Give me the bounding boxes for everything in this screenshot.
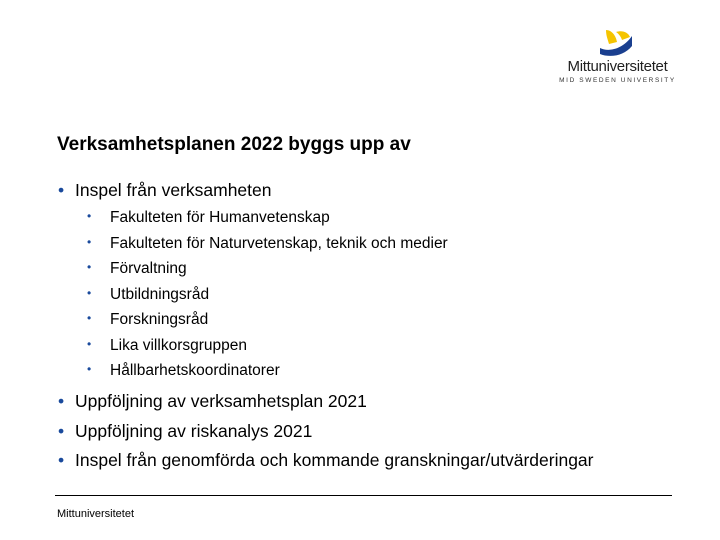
sub-list-item (87, 260, 187, 278)
bullet-icon: • (87, 235, 92, 249)
slide-title: Verksamhetsplanen 2022 byggs upp av (57, 134, 411, 155)
bullet-icon: • (87, 362, 92, 376)
sub-list-item-text: Fakulteten för Humanvetenskap (110, 209, 330, 226)
bullet-icon: • (87, 337, 92, 351)
university-logo (550, 28, 685, 90)
bullet-icon: • (58, 421, 65, 441)
bullet-icon: • (58, 180, 65, 200)
sub-list-item (87, 209, 330, 227)
logo-subtitle: MID SWEDEN UNIVERSITY (559, 77, 676, 84)
sub-list-item (87, 235, 448, 253)
list-item-text: Inspel från genomförda och kommande granskningar/utvärderingar (75, 450, 594, 470)
sub-list-item-text: Hållbarhetskoordinatorer (110, 362, 280, 379)
sub-list-item (87, 362, 280, 380)
logo-name: Mittuniversitetet (567, 58, 668, 75)
sub-list-item-text: Fakulteten för Naturvetenskap, teknik och medier (110, 235, 448, 252)
bullet-icon: • (87, 311, 92, 325)
list-item (58, 450, 594, 471)
bullet-icon: • (87, 209, 92, 223)
sub-list-item (87, 286, 209, 304)
list-item (58, 421, 312, 442)
sub-list-item-text: Förvaltning (110, 260, 187, 277)
footer-divider (55, 495, 672, 496)
footer-text: Mittuniversitetet (57, 508, 135, 520)
sub-list-item (87, 311, 208, 329)
bullet-icon: • (87, 260, 92, 274)
logo-mark-icon (598, 28, 634, 58)
sub-list-item (87, 337, 247, 355)
list-item (58, 391, 367, 412)
sub-list-item-text: Forskningsråd (110, 311, 209, 328)
bullet-icon: • (58, 450, 65, 470)
list-item-text: Uppföljning av verksamhetsplan 2021 (75, 391, 367, 411)
sub-list-item-text: Lika villkorsgruppen (110, 337, 247, 354)
bullet-icon: • (87, 286, 92, 300)
list-item-text: Inspel från verksamheten (75, 180, 272, 200)
list-item-text: Uppföljning av riskanalys 2021 (75, 421, 313, 441)
bullet-icon: • (58, 391, 65, 411)
list-item (58, 180, 272, 201)
sub-list-item-text: Utbildningsråd (110, 286, 210, 303)
